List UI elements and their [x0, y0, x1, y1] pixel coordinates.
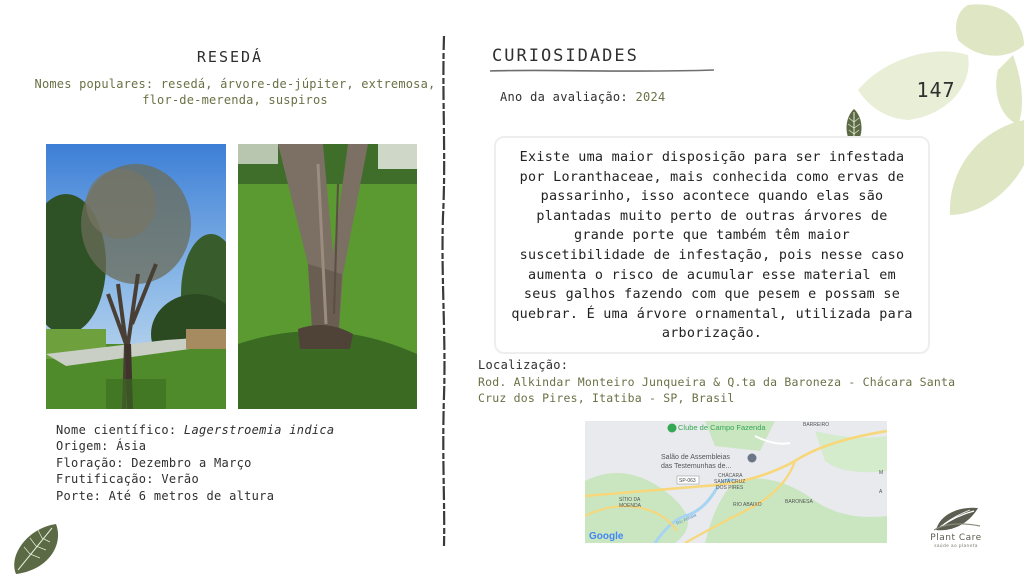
map-label-salao-1: Salão de Assembleias	[661, 454, 730, 461]
brand-tagline: saúde ao planeta	[934, 544, 978, 549]
plant-specs	[56, 422, 436, 504]
page-number-badge: 147	[916, 78, 956, 102]
flowering-row: Floração: Dezembro a Março	[56, 455, 252, 470]
origin-row: Origem: Ásia	[56, 439, 147, 454]
map-pin-icon[interactable]	[668, 424, 677, 433]
map-label-road: SP-063	[679, 478, 696, 484]
curiosity-text: Existe uma maior disposição para ser infestada por Loranthaceae, mais conhecida como ervas de passarinho, isso acontece quando elas são plantadas muito perto de outras árvores de grande porte que também têm maior suscetibilidade de infestação, pois nesse caso aumenta o risco de acumular esse material em seus galhos fazendo com que pesem e possam se quebrar. É uma árvore ornamental, utilizada para arborização.	[511, 150, 913, 342]
map-label-baronesa: BARONESA	[785, 499, 813, 505]
map-label-sitio-1: SÍTIO DA	[619, 497, 641, 503]
brand-name: Plant Care	[930, 533, 982, 543]
map-label-sitio-2: MOENDA	[619, 503, 641, 509]
location-label: Localização:	[478, 358, 569, 372]
decorative-leaves	[858, 0, 1024, 225]
location-address: Rod. Alkindar Monteiro Junqueira & Q.ta da Baroneza - Chácara Santa Cruz dos Pires, Itatiba - SP, Brasil	[478, 375, 956, 405]
plant-title: RESEDÁ	[196, 48, 264, 66]
popular-names: Nomes populares: resedá, árvore-de-júpiter, extremosa, flor-de-merenda, suspiros	[34, 77, 436, 107]
map-label-barreiro: BARREIRO	[803, 422, 830, 428]
map-label-rio-abaixo: RIO ABAIXO	[733, 502, 762, 508]
map-label-chacara-3: DOS PIRES	[716, 485, 744, 491]
map-label-chacara-1: CHÁCARA	[718, 473, 743, 479]
map-label-clube: Clube de Campo Fazenda	[678, 423, 766, 432]
curiosities-title: CURIOSIDADES	[492, 46, 639, 66]
leaf-icon	[8, 520, 64, 576]
scientific-name-label: Nome científico:	[56, 423, 184, 437]
location-map[interactable]	[585, 421, 887, 543]
google-logo: Google	[589, 531, 624, 542]
map-label-edge-a: A	[879, 489, 883, 495]
title-underline	[490, 68, 714, 74]
scientific-name-row	[56, 422, 436, 438]
scientific-name-value: Lagerstroemia indica	[183, 423, 335, 437]
year-label: Ano da avaliação:	[500, 90, 636, 104]
map-label-edge-m: M	[879, 470, 884, 476]
column-divider	[440, 36, 448, 546]
map-label-river: Rio Atibaia	[675, 512, 697, 526]
size-row: Porte: Até 6 metros de altura	[56, 488, 275, 503]
map-label-chacara-2: SANTA CRUZ	[714, 479, 746, 485]
fruiting-row: Frutificação: Verão	[56, 472, 199, 487]
tree-photo-full	[46, 144, 226, 409]
tree-trunk-photo	[238, 144, 417, 409]
evaluation-year	[500, 90, 666, 104]
year-value: 2024	[635, 90, 666, 104]
map-label-salao-2: das Testemunhas de...	[661, 463, 732, 470]
